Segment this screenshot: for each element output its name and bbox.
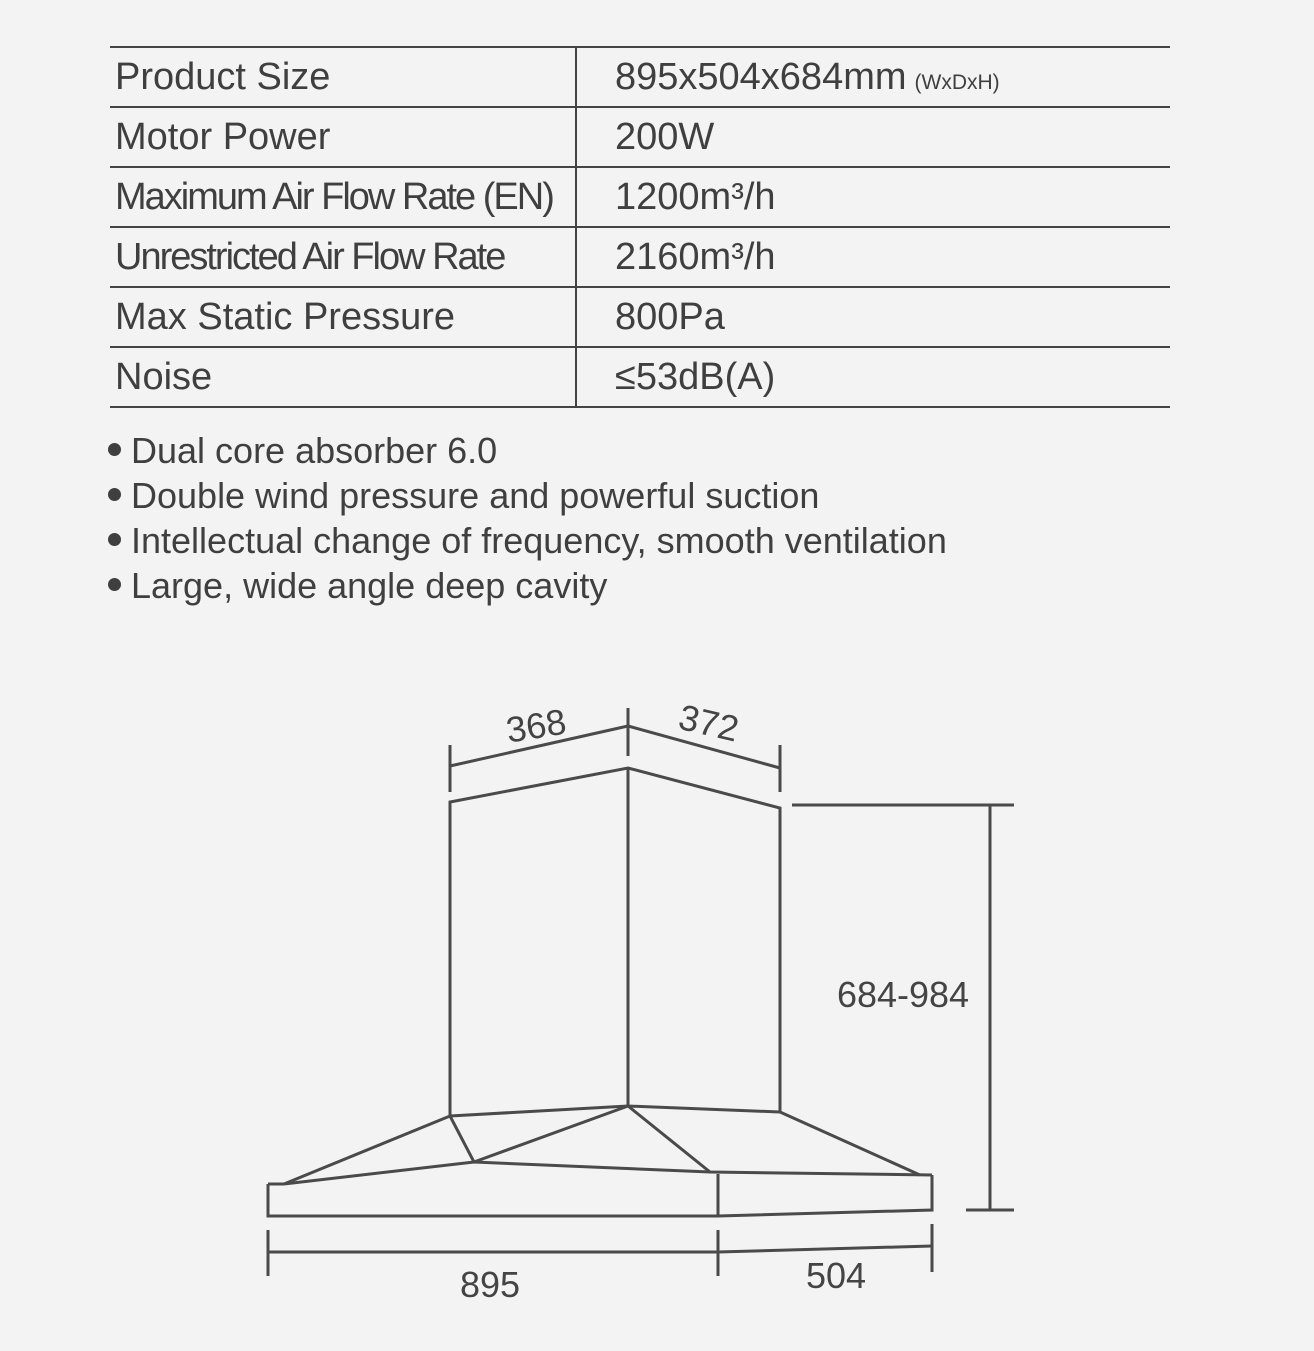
feature-text: Dual core absorber 6.0 bbox=[131, 430, 498, 471]
spec-label: Noise bbox=[110, 347, 576, 407]
feature-text: Large, wide angle deep cavity bbox=[131, 565, 608, 606]
feature-text: Double wind pressure and powerful suction bbox=[131, 475, 820, 516]
spec-unit-note: (WxDxH) bbox=[914, 70, 1000, 94]
spec-label: Product Size bbox=[110, 47, 576, 107]
spec-value: 800Pa bbox=[576, 287, 1170, 347]
spec-value: 200W bbox=[576, 107, 1170, 167]
dimension-label-height: 684-984 bbox=[836, 974, 970, 1015]
spec-label: Maximum Air Flow Rate (EN) bbox=[110, 167, 576, 227]
dimension-label-top-right: 372 bbox=[674, 696, 743, 750]
spec-value: 895x504x684mm bbox=[615, 55, 907, 98]
spec-value: 2160m³/h bbox=[576, 227, 1170, 287]
spec-label: Unrestricted Air Flow Rate bbox=[110, 227, 576, 287]
dimension-label-depth: 504 bbox=[805, 1255, 867, 1296]
spec-value: ≤53dB(A) bbox=[576, 347, 1170, 407]
base-plate-outline bbox=[268, 1174, 932, 1216]
spec-value: 1200m³/h bbox=[576, 167, 1170, 227]
dimension-label-top-left: 368 bbox=[503, 700, 569, 751]
canopy-outline bbox=[268, 1106, 932, 1184]
chimney-outline bbox=[450, 768, 780, 1116]
spec-label: Motor Power bbox=[110, 107, 576, 167]
feature-text: Intellectual change of frequency, smooth ventilation bbox=[131, 520, 947, 561]
dimension-label-width: 895 bbox=[459, 1264, 521, 1305]
spec-label: Max Static Pressure bbox=[110, 287, 576, 347]
